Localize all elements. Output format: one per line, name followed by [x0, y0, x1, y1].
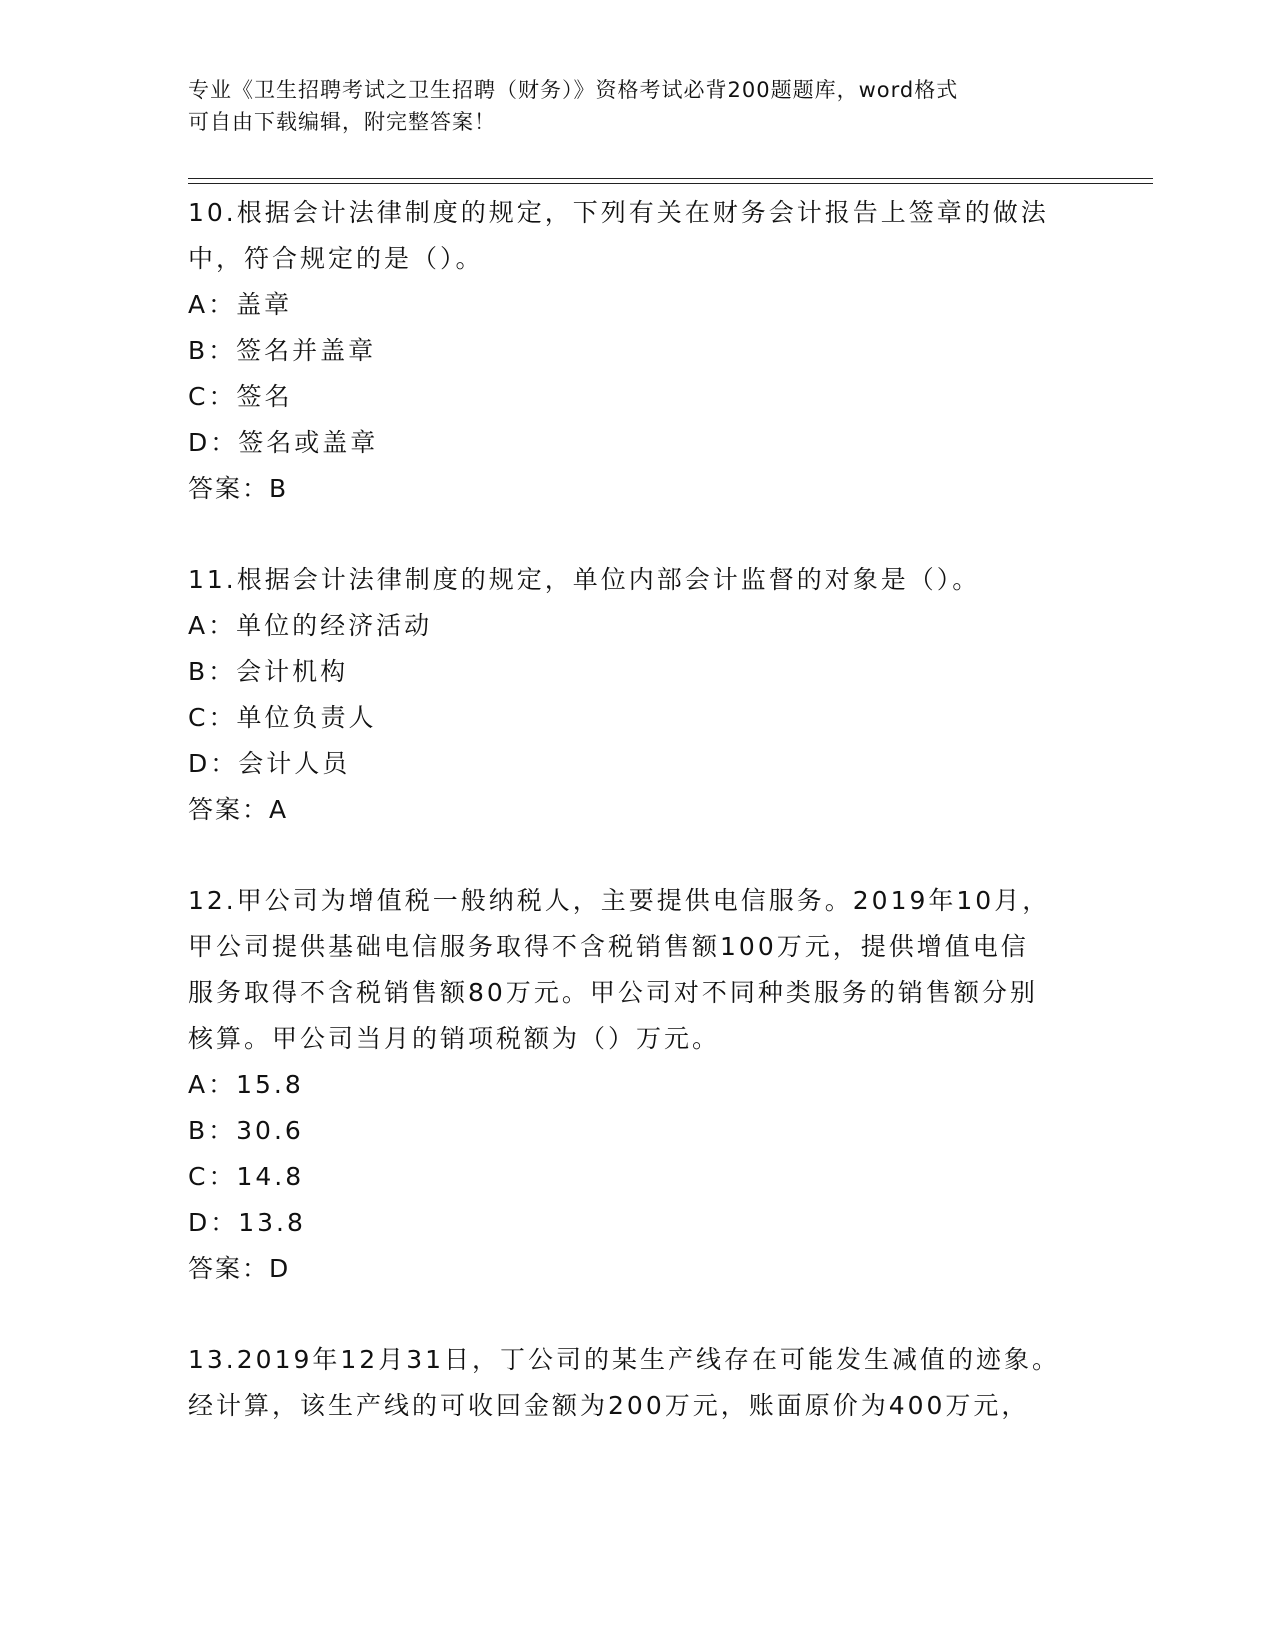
option-a: A：单位的经济活动 — [188, 611, 433, 640]
option-d: D：签名或盖章 — [188, 428, 379, 457]
question-text — [188, 190, 1088, 282]
option-c: C：单位负责人 — [188, 703, 377, 732]
question-list — [188, 190, 1088, 1474]
question-text — [188, 1337, 1088, 1429]
question-text-line: 中，符合规定的是（）。 — [188, 244, 484, 273]
question-text-line: 12.甲公司为增值税一般纳税人，主要提供电信服务。2019年10月， — [188, 886, 1051, 915]
question-text-line: 服务取得不含税销售额80万元。甲公司对不同种类服务的销售额分别 — [188, 978, 1038, 1007]
header-divider-top — [188, 178, 1153, 179]
question-text-line: 10.根据会计法律制度的规定，下列有关在财务会计报告上签章的做法 — [188, 198, 1049, 227]
option-b: B：签名并盖章 — [188, 336, 377, 365]
option-a: A：15.8 — [188, 1070, 304, 1099]
question-11 — [188, 557, 1088, 833]
question-text — [188, 557, 1088, 603]
header-line-2: 可自由下载编辑，附完整答案！ — [188, 110, 496, 134]
option-b: B：30.6 — [188, 1116, 304, 1145]
answer: 答案：B — [188, 474, 289, 503]
option-b: B：会计机构 — [188, 657, 349, 686]
header-line-1: 专业《卫生招聘考试之卫生招聘（财务）》资格考试必背200题题库，word格式 — [188, 78, 959, 102]
option-d: D：会计人员 — [188, 749, 351, 778]
option-c: C：14.8 — [188, 1162, 305, 1191]
question-text-line: 核算。甲公司当月的销项税额为（）万元。 — [188, 1024, 721, 1053]
answer: 答案：A — [188, 795, 289, 824]
question-text-line: 11.根据会计法律制度的规定，单位内部会计监督的对象是（）。 — [188, 565, 981, 594]
option-d: D：13.8 — [188, 1208, 306, 1237]
answer: 答案：D — [188, 1254, 291, 1283]
question-12 — [188, 878, 1088, 1292]
header-divider-bottom — [188, 183, 1153, 184]
question-text-line: 13.2019年12月31日，丁公司的某生产线存在可能发生减值的迹象。 — [188, 1345, 1061, 1374]
question-text-line: 经计算，该生产线的可收回金额为200万元，账面原价为400万元， — [188, 1391, 1030, 1420]
question-text — [188, 878, 1088, 1062]
question-text-line: 甲公司提供基础电信服务取得不含税销售额100万元，提供增值电信 — [188, 932, 1029, 961]
option-a: A：盖章 — [188, 290, 293, 319]
document-header — [188, 74, 1068, 138]
question-13 — [188, 1337, 1088, 1429]
question-10 — [188, 190, 1088, 512]
option-c: C：签名 — [188, 382, 293, 411]
